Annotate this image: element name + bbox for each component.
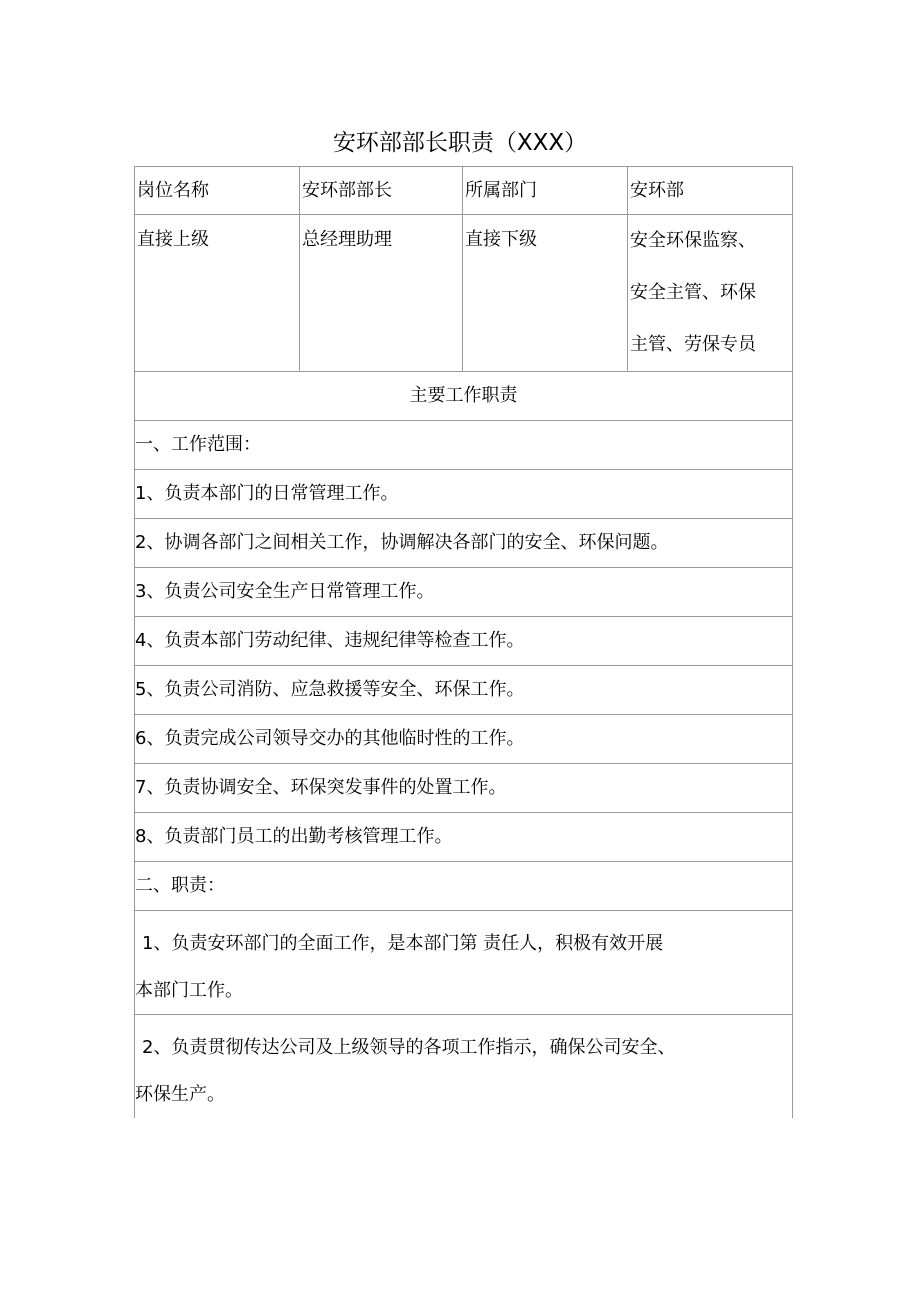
scope-item: 3、负责公司安全生产日常管理工作。 xyxy=(135,581,435,602)
subordinate-value xyxy=(628,215,792,371)
table-row xyxy=(135,862,793,911)
scope-item: 2、协调各部门之间相关工作，协调解决各部门的安全、环保问题。 xyxy=(135,532,669,553)
duty-item-line: 2、负责贯彻传达公司及上级领导的各项工作指示，确保公司安全、 xyxy=(142,1037,676,1058)
position-label: 岗位名称 xyxy=(137,180,209,201)
subordinate-line: 安全主管、环保 xyxy=(630,282,756,303)
subordinate-label: 直接下级 xyxy=(465,229,537,250)
position-value: 安环部部长 xyxy=(302,180,392,201)
table-row xyxy=(135,421,793,470)
table-row xyxy=(135,1015,793,1119)
scope-item: 4、负责本部门劳动纪律、违规纪律等检查工作。 xyxy=(135,630,525,651)
table-row xyxy=(135,764,793,813)
subordinate-line: 安全环保监察、 xyxy=(630,230,756,251)
dept-value-cell xyxy=(628,167,793,215)
table-row xyxy=(135,911,793,1015)
duty-item-cell xyxy=(135,911,793,1015)
superior-label-cell xyxy=(135,215,300,372)
scope-item-cell xyxy=(135,568,793,617)
scope-item-cell xyxy=(135,666,793,715)
main-duties-heading-cell xyxy=(135,372,793,421)
scope-item-cell xyxy=(135,617,793,666)
duty-item xyxy=(135,911,792,1014)
scope-item: 8、负责部门员工的出勤考核管理工作。 xyxy=(135,826,453,847)
duty-item xyxy=(135,1015,792,1118)
scope-heading-cell xyxy=(135,421,793,470)
scope-item-cell xyxy=(135,470,793,519)
table-row xyxy=(135,617,793,666)
scope-item: 7、负责协调安全、环保突发事件的处置工作。 xyxy=(135,777,507,798)
subordinate-value-cell xyxy=(628,215,793,372)
duty-item-line: 本部门工作。 xyxy=(135,980,243,1001)
position-value-cell xyxy=(300,167,463,215)
superior-label: 直接上级 xyxy=(137,229,209,250)
scope-item: 6、负责完成公司领导交办的其他临时性的工作。 xyxy=(135,728,525,749)
superior-value-cell xyxy=(300,215,463,372)
subordinate-label-cell xyxy=(463,215,628,372)
dept-label: 所属部门 xyxy=(465,180,537,201)
duty-table xyxy=(134,166,793,1118)
scope-item-cell xyxy=(135,813,793,862)
duty-item-line: 环保生产。 xyxy=(135,1084,225,1105)
superior-value: 总经理助理 xyxy=(302,229,392,250)
table-row xyxy=(135,372,793,421)
table-row xyxy=(135,568,793,617)
dept-value: 安环部 xyxy=(630,180,684,201)
table-row xyxy=(135,666,793,715)
table-row xyxy=(135,167,793,215)
table-row xyxy=(135,813,793,862)
duties-heading: 二、职责： xyxy=(135,875,225,896)
duty-item-cell xyxy=(135,1015,793,1119)
scope-item: 5、负责公司消防、应急救援等安全、环保工作。 xyxy=(135,679,525,700)
table-row xyxy=(135,715,793,764)
page-title: 安环部部长职责（XXX） xyxy=(332,130,588,156)
main-duties-heading: 主要工作职责 xyxy=(409,385,518,406)
duty-item-line: 1、负责安环部门的全面工作，是本部门第 责任人，积极有效开展 xyxy=(142,933,664,954)
scope-item-cell xyxy=(135,764,793,813)
scope-item-cell xyxy=(135,519,793,568)
scope-heading: 一、工作范围： xyxy=(135,434,261,455)
table-row xyxy=(135,470,793,519)
duties-heading-cell xyxy=(135,862,793,911)
dept-label-cell xyxy=(463,167,628,215)
scope-item-cell xyxy=(135,715,793,764)
subordinate-line: 主管、劳保专员 xyxy=(630,334,756,355)
table-row xyxy=(135,519,793,568)
table-row xyxy=(135,215,793,372)
position-label-cell xyxy=(135,167,300,215)
scope-item: 1、负责本部门的日常管理工作。 xyxy=(135,483,399,504)
